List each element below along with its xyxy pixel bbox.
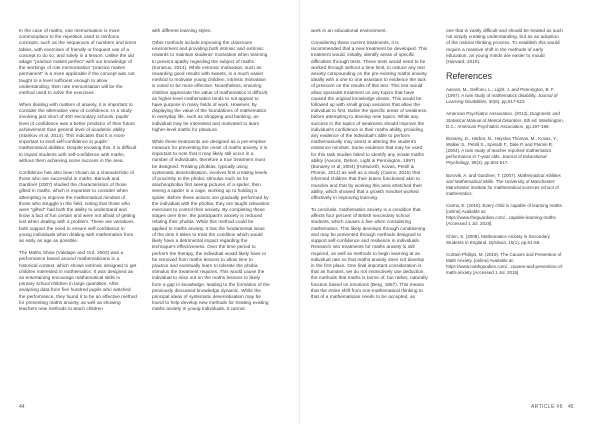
reference-entry <box>446 203 564 227</box>
reference-entry <box>446 111 564 129</box>
body-paragraph: In the case of maths, rote memorisation is more commonplace to the repetition used to reinforce concepts, such as the sequences of numbers and times tables, with exercises of friendly or frequent use of a concept to do so, and solely in a lesson. Unlike the old adage "practice makes perfect" with our knowledge of the workings of rote memorisation "practice makes permanent" is a more applicable if the concept was not taught to a level sufficient enough to allow understanding, then rote memorisation will be the method used to solve the exercises. <box>19 28 137 96</box>
references-heading: References <box>446 71 493 82</box>
reference-details: , 96(3), pp.504-517. <box>469 160 509 166</box>
reference-text: Bonamy, D., Harbor, N., Hayslus Thomas, M., Kovas, Y., Walker S., Petrill S., Spinath F., Dale P. and Plomin R. (2004). A twin study of teacher reported mathematics performance in 7-year olds. <box>446 135 558 160</box>
right-page-column-2 <box>446 28 564 402</box>
left-page-column-1 <box>19 28 137 402</box>
page-number-left: 44 <box>19 404 25 410</box>
reference-title: Mathematical Abilities and Mathematical Skills <box>446 172 561 184</box>
right-page-column-1 <box>311 28 429 402</box>
reference-details: , 15(1), pp.61-68. <box>505 239 541 245</box>
reference-text: American Psychiatric Association. (2013). <box>446 111 531 117</box>
reference-entry <box>446 87 564 105</box>
body-paragraph: one that is vastly difficult and should be treated as such not simply creating understanding, but as an adoption of the natural thinking process. To establish this would require a massive shift in the methods of early education, as young minds are easier to mould (Harvard, 2019). <box>446 28 563 65</box>
references-list <box>446 87 564 276</box>
reference-title: Journal of Educational Psychology <box>446 154 547 166</box>
reference-details: . 5th ed. Washington, D.C.: American Psychiatric Association, pp.197-198. <box>446 117 564 129</box>
reference-text: Borovik, A. and Gardiner, T. (2007). <box>446 172 518 178</box>
body-paragraph: When dealing with matters of anxiety, it is important to consider the alternative view of confidence. In a study involving just short of 400 secondary schools, pupils' level of confidence was a better predictor of their future achievement than general level of academic ability (Stankov et al, 2014). This indicates that it is more important to instil self-confidence in pupils' mathematical abilities. Despite knowing this, it is difficult to impart students with self-confidence with maths, without them achieving some success in the area. <box>19 102 137 163</box>
reference-details: , 30(6), pp.617-623. <box>486 99 526 105</box>
reference-text: Chinn, S. (2008). Mathematics Anxiety in Secondary Students in England. <box>446 233 551 245</box>
reference-entry <box>446 136 564 166</box>
reference-text: Aarons, M., Deflorio, L., Light, J. and Pennington, B. F. (1997). A twin study of mathematics disability. <box>446 87 555 99</box>
body-paragraph: To conclude, mathematics anxiety is a condition that affects four percent of British secondary school students, which causes a five when considering mathematics. This likely develops through conditioning and may be prevented through methods designed to support self-confidence and resilience in individuals. Research into treatments for maths anxiety is still required, as well as methods to begin learning at an individual rate so that maths anxiety does not develop in the first place. One final important consideration is that as humans, we do not instinctively use deduction, the methods that maths is borne of, but rather, naturally function based on emotions (Berg, 1957). This means that the entire shift from non-mathematical thinking to that of a mathematician needs to be accepted, as <box>311 207 428 299</box>
body-paragraph: Confidence has also been shown as a characteristic of those who are successful in maths. Barovik and Gardiner (2007) studied the characteristics of those gifted in maths, which is important to consider when attempting to improve the mathematical mindset of those who struggle in the field, noting that those who were "gifted" had both the ability to understand and know a fact of fun certain and were not afraid of getting lost when dealing with a problem. These are variations both support the need to ensure self-confidence in young individuals when dealing with mathematics from as early an age as possible. <box>19 169 136 244</box>
right-page <box>300 0 600 424</box>
body-paragraph: with different learning styles. <box>152 28 212 33</box>
reference-title: Diagnostic and Statistical Manual of Mental Disorders <box>446 111 560 123</box>
body-paragraph: While these treatments are designed as a pre-emptive measure for preventing the onset of maths anxiety, it is important to note that it may likely still occur in a number of individuals, therefore a true treatment must be designed. Treating phobias, typically using systematic desensitisation, involves first creating levels of proximity to the phobic stimulus such as for arachnophobia first seeing pictures of a spider, then seeing a spider in a cage, working up to holding a spider. Before these actions are gradually performed by the individual with the phobia, they are taught relaxation exercises to control their anxiety. By completing these stages over time, the participant's anxiety is reduced relating their phobia. While this method could be applied to maths anxiety, it has the fundamental issue of the time it takes to treat the condition which would likely have a detrimental impact regarding the technique's effectiveness. Over the time period to perform the therapy, the individual would likely have to be removed from maths lessons to allow time to practice and eventually learn to tolerate the phobic stimulus the treatment requires. This would cause the individual to miss out on the maths lessons to likely form a gap in knowledge, leading to the formation of the previously discussed knowledge dynamic. While the principal ideas of systematic desensitisation may be found to help develop new methods for treating existing maths anxiety in young individuals, it cannot <box>152 138 270 312</box>
reference-text: Cairns, E. (2015). Every child is capable of learning maths. [online] Available at: https://www.theguardian.com/...capable-learning-maths [Accessed 1 Jul. 2019]. <box>446 203 564 227</box>
body-paragraph: Other methods include improving the classroom environment and providing both intrinsic and extrinsic rewards to maintain students' motivation when learning to prevent apathy regarding the subject of maths (Konaruo, 2014). While extrinsic motivation, such as rewarding good results with sweets, is a much easier method to motivate young children, intrinsic motivation is noted to be more effective. Nonetheless, ensuring children appreciate the value of mathematics is difficult, as higher-level mathematics tends to not appear to have purpose in many fields of work. However, by displaying the value of the foundations of mathematics in everyday life, such as shopping and banking, an individual may be interested and motivated to learn higher-level maths for pleasure. <box>152 40 269 132</box>
reference-entry <box>446 234 564 246</box>
reference-entry <box>446 252 564 276</box>
body-paragraph: work in an educational environment. <box>311 28 387 33</box>
reference-title: Dyslexia <box>488 239 506 245</box>
article-label: ARTICLE #6 <box>531 404 563 410</box>
left-page-column-2 <box>152 28 270 402</box>
body-paragraph: Considering these current treatments, it is recommended that a new treatment be developed. This treatment would, initially, identify areas of specific difficulties through tests. These tests would need to be worked through without a time limit, to reduce any test anxiety compounding on the pre-existing maths anxiety, ideally with a one to one assistant to evidence the lack of pressure on the results of this test. This test would allow specialist treatment on any topics that have caused the original knowledge dream. This would be followed up with small group sessions that allow the individual to first, tackle the specific areas of weakness, before attempting to develop new topics. While any success in the topics of weakness should improve the individual's confidence in their maths ability, providing any evidence of the individual's able to perform mathematically may assist in altering the student's existence mindset. Some evidence that may be used for this task studies failed to identify any innate maths ability (Aarons, Dehon, Light & Pennington, 1997) (Bonamy et al, 2004) (Holsworth, Kovas, Petrill & Plomin, 2012) as well as a study (Cairns, 2015) that informed children that their brains functioned akin to muscles and that by working this area stretched their ability, which showed that a growth mindset worked effectively in improving learning. <box>311 40 428 201</box>
reference-title: Journal of Learning Disabilities <box>446 93 558 105</box>
page-number-right: 45 <box>568 404 574 410</box>
reference-text: Curtain-Phillips, M. (2019). The Causes and Prevention of Math Anxiety. [online] Available at: https://www.mathgoodies.com/...causes-and-prevention-of-math-anxiety [Accessed 1 Jul. 2019]. <box>446 252 564 276</box>
body-paragraph: The Maths Show (Vukitape and Ord, 2002) was a performance based around mathematicians in a historical context, which shows extrinsic designed to get children interested in mathematics. It was designed as an entertaining encourage mathematical skills in primary school children in large quantities. After analysing data from five hundred pupils who watched the performance, they found it to be an effective method for preventing maths anxiety, as well as showing teachers new methods to teach children <box>19 250 137 311</box>
reference-details: . The University of Manchester: Manchester institute for mathematical sciences school of mathematics. <box>446 178 559 196</box>
reference-entry <box>446 173 564 197</box>
